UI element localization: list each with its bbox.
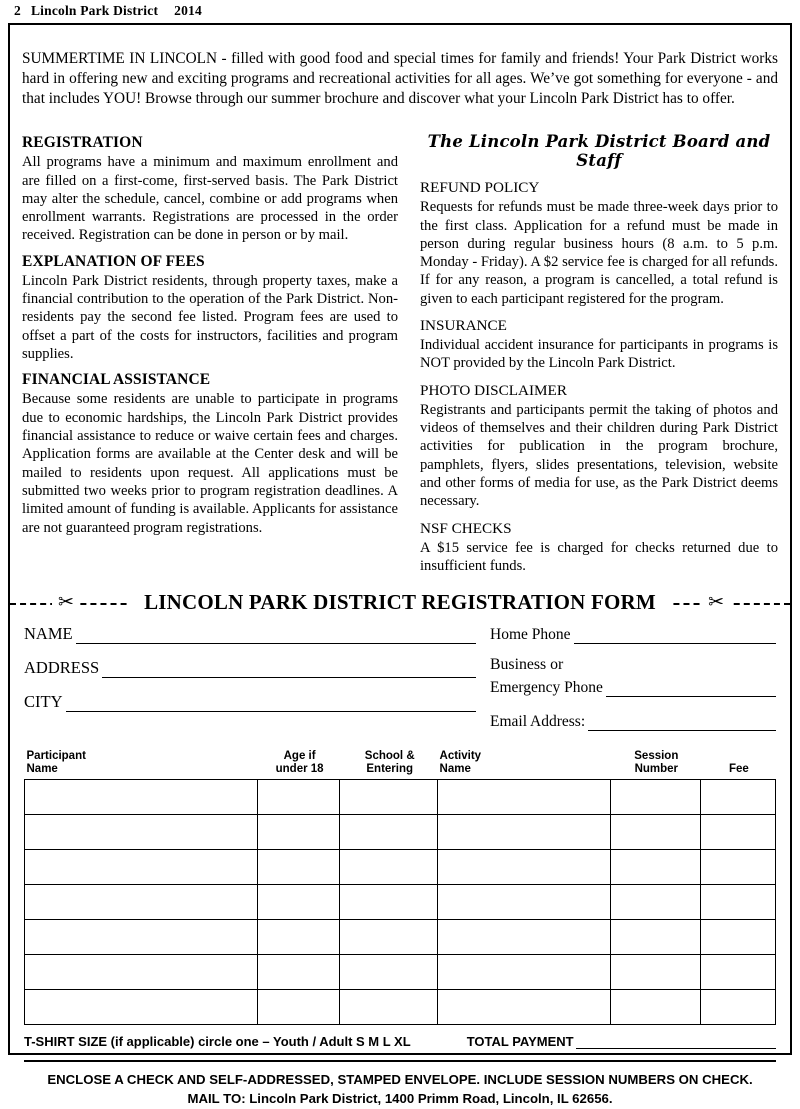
two-column-body [10, 126, 790, 577]
cell-fee[interactable] [700, 885, 775, 920]
participants-table [24, 750, 776, 1025]
registration-form-title [10, 587, 790, 617]
right-column [420, 132, 778, 577]
cell-school[interactable] [340, 780, 438, 815]
cell-participant-name[interactable] [25, 920, 258, 955]
field-name[interactable] [24, 623, 476, 644]
section-heading-insurance: INSURANCE [420, 317, 507, 335]
column-header-line2: Name [26, 763, 58, 776]
total-payment-label: TOTAL PAYMENT [466, 1034, 574, 1050]
cell-age[interactable] [257, 990, 340, 1025]
field-label-email-address: Email Address: [490, 712, 586, 730]
cell-school[interactable] [340, 990, 438, 1025]
column-header-line2: Name [439, 763, 471, 776]
tshirt-size-label[interactable]: T-SHIRT SIZE (if applicable) circle one – Youth / Adult S M L XL [24, 1034, 411, 1050]
field-email-address[interactable] [490, 710, 776, 731]
scissors-icon: ✂ [702, 589, 730, 617]
column-header-line1: Session [634, 749, 679, 762]
cell-activity-name[interactable] [438, 850, 611, 885]
column-header-line2: Entering [366, 763, 414, 776]
cell-school[interactable] [340, 920, 438, 955]
cell-age[interactable] [257, 815, 340, 850]
section-heading-registration: REGISTRATION [22, 134, 143, 152]
participants-table-header [25, 750, 776, 780]
cell-age[interactable] [257, 885, 340, 920]
city-input[interactable] [66, 697, 477, 712]
field-label-home-phone: Home Phone [490, 626, 571, 644]
table-row[interactable] [25, 955, 776, 990]
field-emergency-phone[interactable] [490, 676, 776, 697]
tear-off-divider [10, 587, 790, 621]
form-fields-right [476, 623, 776, 744]
publication-name: Lincoln Park District [30, 3, 159, 18]
field-label-emergency-phone: Emergency Phone [490, 678, 603, 696]
address-input[interactable] [102, 663, 476, 678]
cell-session-number[interactable] [610, 780, 700, 815]
left-column [22, 132, 398, 577]
section-body-refund-policy: Requests for refunds must be made three-week days prior to the first class. Application for a refund must be made in person during regular business hours (8 a.m. to 5 p.m. Monday - Friday). A $2 service fee is charged for all refunds. If for any reason, a program is cancelled, a total refund is given to each participant registered for the program. [420, 199, 778, 307]
cell-fee[interactable] [700, 780, 775, 815]
column-header-line2: under 18 [275, 763, 324, 776]
cell-participant-name[interactable] [25, 850, 258, 885]
cell-age[interactable] [257, 920, 340, 955]
column-header-line2: Fee [729, 763, 749, 776]
scissors-icon: ✂ [52, 589, 80, 617]
footer-line-1: ENCLOSE A CHECK AND SELF-ADDRESSED, STAMPED ENVELOPE. INCLUDE SESSION NUMBERS ON CHECK. [47, 1072, 753, 1088]
table-row[interactable] [25, 885, 776, 920]
section-body-photo-disclaimer: Registrants and participants permit the taking of photos and videos of themselves and their children during Park District activities for publication in the program brochure, pamphlets, flyers, slides presentations, television, website and other forms of media for use, as the Park District deems necessary. [420, 401, 778, 510]
content-frame [8, 23, 792, 1107]
cell-participant-name[interactable] [25, 815, 258, 850]
table-header-row [25, 750, 776, 780]
table-row[interactable] [25, 780, 776, 815]
form-fields-left [24, 623, 476, 744]
cell-activity-name[interactable] [438, 990, 611, 1025]
cell-activity-name[interactable] [438, 920, 611, 955]
cell-school[interactable] [340, 850, 438, 885]
cell-school[interactable] [340, 885, 438, 920]
cell-school[interactable] [340, 815, 438, 850]
section-body-registration: All programs have a minimum and maximum enrollment and are filled on a first-come, first-served basis. The Park District may alter the schedule, cancel, combine or add programs when enrollment warrants. Registrations are processed in the order received. Registration can be done in person or by mail. [22, 154, 398, 244]
section-heading-nsf-checks: NSF CHECKS [420, 519, 512, 537]
cell-fee[interactable] [700, 990, 775, 1025]
cell-fee[interactable] [700, 815, 775, 850]
cell-activity-name[interactable] [438, 780, 611, 815]
cell-participant-name[interactable] [25, 780, 258, 815]
intro-paragraph: SUMMERTIME IN LINCOLN - filled with good food and special times for family and friends! Your Park District works hard in offering new and exciting programs and recreational activities for all ages. We’ve got something for everyone - and that includes YOU! Browse through our summer brochure and discover what your Lincoln Park District has to offer. [22, 50, 778, 108]
column-header-fee [700, 750, 775, 780]
form-fields-row [24, 623, 776, 744]
column-header-line1: Participant [26, 749, 86, 762]
column-header-line1: School & [364, 749, 415, 762]
cell-activity-name[interactable] [438, 815, 611, 850]
field-label-city: CITY [24, 692, 63, 712]
cell-session-number[interactable] [610, 885, 700, 920]
board-and-staff-signature: The Lincoln Park District Board and Staff [427, 132, 771, 171]
field-city[interactable] [24, 691, 476, 712]
total-payment-input[interactable] [576, 1036, 776, 1049]
column-header-line2: Number [634, 763, 679, 776]
table-row[interactable] [25, 920, 776, 955]
field-label-name: NAME [24, 624, 73, 644]
cell-age[interactable] [257, 955, 340, 990]
participants-table-body [25, 780, 776, 1025]
tshirt-and-total-row [24, 1034, 776, 1049]
column-header-activity-name [438, 750, 611, 780]
cell-school[interactable] [340, 955, 438, 990]
column-header-line1: Age if [283, 749, 316, 762]
cell-session-number[interactable] [610, 920, 700, 955]
section-body-financial-assistance: Because some residents are unable to participate in programs due to economic hardships, the Lincoln Park District provides financial assistance to reduce or waive certain fees and charges. Application forms are available at the Center desk and will be mailed to residents upon request. All applications must be submitted two weeks prior to program registration deadlines. A limited amount of funding is available. Applicants for assistance are not guaranteed program registrations. [22, 391, 398, 536]
field-label-business-or: Business or [490, 656, 564, 674]
registration-form-title-text: LINCOLN PARK DISTRICT REGISTRATION FORM [130, 590, 670, 614]
cell-age[interactable] [257, 780, 340, 815]
cell-fee[interactable] [700, 955, 775, 990]
home-phone-input[interactable] [574, 629, 776, 644]
column-header-age [257, 750, 340, 780]
cell-participant-name[interactable] [25, 990, 258, 1025]
section-heading-financial-assistance: FINANCIAL ASSISTANCE [22, 371, 211, 389]
section-body-nsf-checks: A $15 service fee is charged for checks returned due to insufficient funds. [420, 539, 778, 574]
cell-age[interactable] [257, 850, 340, 885]
cell-session-number[interactable] [610, 955, 700, 990]
publication-year: 2014 [174, 3, 202, 18]
section-body-explanation-of-fees: Lincoln Park District residents, through property taxes, make a financial contribution to the operation of the Park District. Non-residents pay the second fee listed. Program fees are used to offset a part of the costs for instructors, facilities and program supplies. [22, 272, 398, 363]
table-row[interactable] [25, 815, 776, 850]
cell-activity-name[interactable] [438, 885, 611, 920]
section-body-insurance: Individual accident insurance for participants in programs is NOT provided by the Lincoln Park District. [420, 337, 778, 372]
section-heading-explanation-of-fees: EXPLANATION OF FEES [22, 252, 205, 270]
mailing-instructions [24, 1062, 776, 1108]
cell-fee[interactable] [700, 850, 775, 885]
column-header-session-number [610, 750, 700, 780]
cell-session-number[interactable] [610, 815, 700, 850]
page-number: 2 [14, 3, 21, 18]
column-header-school [340, 750, 438, 780]
cell-participant-name[interactable] [25, 885, 258, 920]
cell-fee[interactable] [700, 920, 775, 955]
email-address-input[interactable] [588, 716, 776, 731]
cell-activity-name[interactable] [438, 955, 611, 990]
column-header-participant-name [25, 750, 258, 780]
table-row[interactable] [25, 850, 776, 885]
footer-line-2: MAIL TO: Lincoln Park District, 1400 Primm Road, Lincoln, IL 62656. [187, 1091, 613, 1107]
section-heading-refund-policy: REFUND POLICY [420, 179, 540, 197]
field-address[interactable] [24, 657, 476, 678]
registration-form [10, 621, 790, 1108]
emergency-phone-input[interactable] [606, 682, 776, 697]
field-label-address: ADDRESS [24, 658, 100, 678]
column-header-line1: Activity [439, 749, 482, 762]
cell-participant-name[interactable] [25, 955, 258, 990]
section-heading-photo-disclaimer: PHOTO DISCLAIMER [420, 381, 567, 399]
cell-session-number[interactable] [610, 990, 700, 1025]
name-input[interactable] [76, 629, 476, 644]
table-row[interactable] [25, 990, 776, 1025]
page-header [8, 0, 792, 23]
field-home-phone[interactable] [490, 623, 776, 644]
cell-session-number[interactable] [610, 850, 700, 885]
